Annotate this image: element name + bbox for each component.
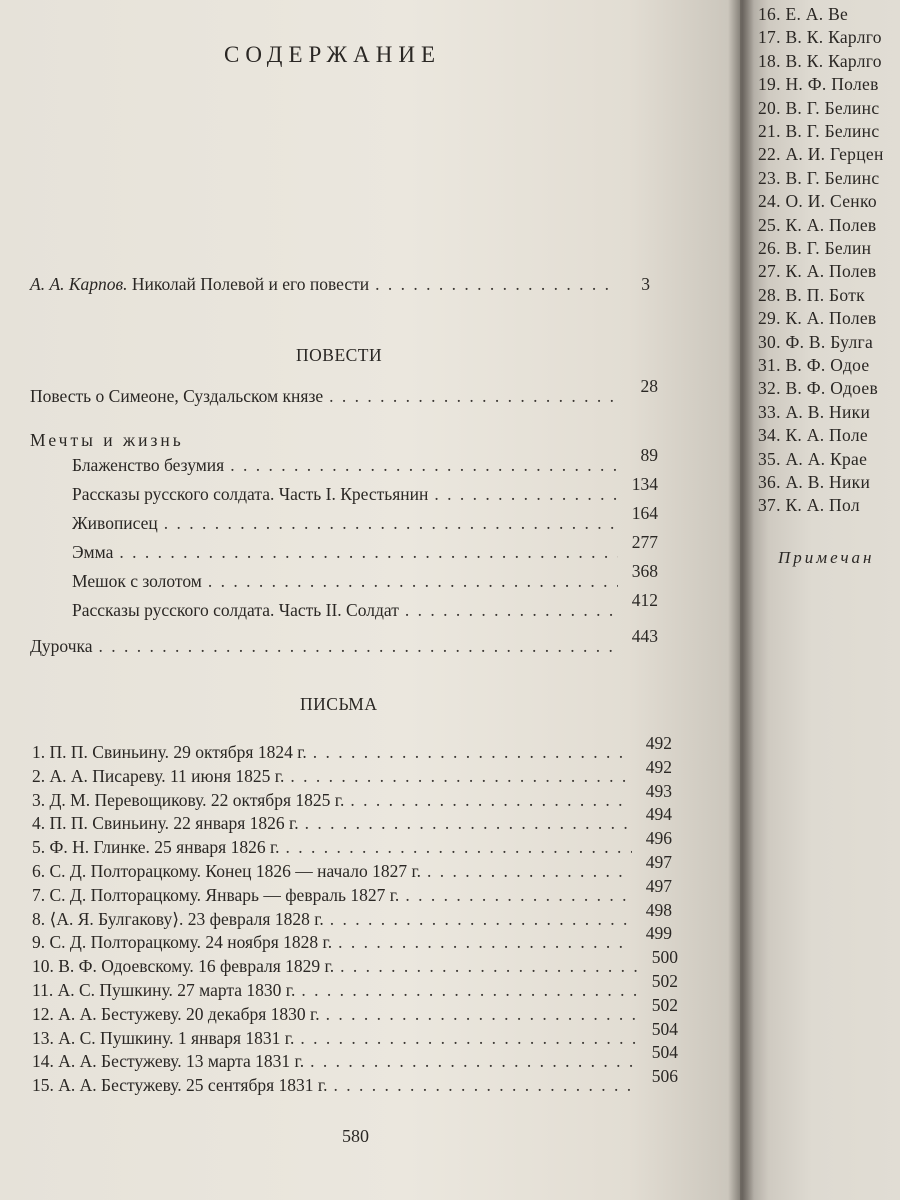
letter-entry [32, 971, 678, 1002]
page-number: 580 [342, 1126, 369, 1146]
letter-title: 14. А. А. Бестужеву. 13 марта 1831 г. [32, 1051, 305, 1072]
letter-title: 4. П. П. Свиньину. 22 января 1826 г. [32, 813, 299, 834]
right-letter-entry: 23. В. Г. Белинс [758, 167, 880, 188]
right-notes-heading: Примечан [778, 548, 875, 567]
right-letter-entry: 30. Ф. В. Булга [758, 331, 874, 352]
entry-title: Живописец [72, 513, 158, 533]
letter-entry [32, 899, 672, 931]
letter-entry [32, 733, 672, 764]
right-letter-entry: 28. В. П. Ботк [758, 284, 865, 305]
letter-title: 5. Ф. Н. Глинке. 25 января 1826 г. [32, 837, 280, 858]
letter-title: 11. А. С. Пушкину. 27 марта 1830 г. [32, 980, 296, 1000]
entry-title: Повесть о Симеоне, Суздальском князе [30, 386, 324, 406]
right-letter-entry: 21. В. Г. Белинс [758, 121, 880, 141]
letter-title: 1. П. П. Свиньину. 29 октября 1824 г. [32, 742, 307, 762]
letter-entry [32, 804, 672, 835]
right-letter-entry: 22. А. И. Герцен [758, 144, 884, 165]
letter-entry [32, 852, 672, 883]
page-ref: 3 [641, 274, 650, 294]
dot-leader [230, 451, 618, 479]
page-ref: 500 [651, 947, 678, 968]
dot-leader [405, 596, 618, 624]
right-letter-entry: 17. В. К. Карлго [758, 27, 882, 48]
page-ref: 412 [631, 590, 658, 610]
letter-title: 3. Д. М. Перевощикову. 22 октября 1825 г. [32, 789, 345, 810]
letter-title: 7. С. Д. Полторацкому. Январь — февраль 1827 г. [32, 884, 400, 905]
dot-leader [286, 835, 632, 859]
toc-entry-simeon [30, 376, 658, 410]
dot-leader [350, 788, 632, 812]
page-ref: 506 [651, 1066, 678, 1087]
toc-entry [72, 561, 658, 595]
letter-title: 8. ⟨А. Я. Булгакову⟩. 23 февраля 1828 г. [32, 908, 324, 929]
page-ref: 499 [645, 923, 672, 944]
page-ref: 504 [651, 1042, 678, 1063]
dot-leader [338, 930, 632, 954]
page-ref: 502 [651, 971, 678, 991]
section-heading-letters: ПИСЬМА [300, 694, 378, 714]
right-letter-entry: 19. Н. Ф. Полев [758, 74, 879, 95]
toc-entry [72, 503, 658, 537]
entry-title: Блаженство безумия [72, 455, 225, 475]
dot-leader [329, 382, 618, 410]
page-ref: 89 [640, 445, 658, 465]
right-letter-entry: 29. К. А. Полев [758, 308, 877, 329]
intro-title: Николай Полевой и его повести [131, 274, 370, 294]
entry-title: Дурочка [30, 636, 93, 656]
group-title: Мечты и жизнь [30, 430, 184, 450]
toc-entry [72, 590, 658, 624]
right-letter-entry: 37. К. А. Пол [758, 495, 860, 516]
toc-entry [72, 445, 658, 479]
page-ref: 443 [631, 626, 658, 646]
right-letter-entry: 35. А. А. Крае [758, 448, 868, 469]
toc-entry [72, 474, 658, 508]
page-ref: 502 [651, 994, 678, 1015]
page-ref: 497 [645, 852, 672, 872]
letter-title: 13. А. С. Пушкину. 1 января 1831 г. [32, 1027, 295, 1048]
letter-title: 2. А. А. Писареву. 11 июня 1825 г. [32, 765, 285, 786]
page-ref: 164 [631, 503, 658, 523]
letter-entry [32, 994, 678, 1026]
right-letter-entry: 32. В. Ф. Одоев [758, 378, 879, 399]
dot-leader [340, 954, 638, 978]
dot-leader [313, 740, 632, 764]
toc-entry [72, 532, 658, 566]
toc-entry-durochka [30, 626, 658, 660]
dot-leader [330, 907, 632, 931]
letter-entry [32, 1042, 678, 1073]
letter-entry [32, 780, 672, 812]
intro-author: А. А. Карпов. [30, 274, 128, 294]
right-letter-entry: 16. Е. А. Ве [758, 4, 849, 24]
right-letter-entry: 36. А. В. Ники [758, 472, 871, 492]
page-ref: 496 [645, 828, 672, 849]
letter-title: 9. С. Д. Полторацкому. 24 ноября 1828 г. [32, 932, 333, 953]
dot-leader [119, 538, 618, 566]
letter-entry [32, 923, 672, 954]
letter-entry [32, 828, 672, 859]
section-heading-povesti: ПОВЕСТИ [296, 345, 383, 365]
right-letter-entry: 33. А. В. Ники [758, 401, 871, 422]
right-letter-entry: 31. В. Ф. Одое [758, 355, 870, 375]
letter-title: 10. В. Ф. Одоевскому. 16 февраля 1829 г. [32, 956, 335, 977]
page-ref: 134 [631, 474, 658, 494]
dot-leader [164, 509, 618, 537]
dot-leader [326, 1002, 638, 1026]
page-ref: 494 [645, 804, 672, 825]
right-letter-entry: 18. В. К. Карлго [758, 50, 882, 71]
letter-title: 6. С. Д. Полторацкому. Конец 1826 — начало 1827 г. [32, 861, 422, 881]
dot-leader [375, 270, 610, 298]
page-ref: 368 [631, 561, 658, 581]
letter-entry [32, 947, 678, 978]
right-letter-entry: 34. К. А. Поле [758, 425, 868, 446]
entry-title: Мешок с золотом [72, 571, 202, 591]
dot-leader [290, 764, 632, 788]
right-letter-entry: 24. О. И. Сенко [758, 191, 877, 212]
page-title: СОДЕРЖАНИЕ [224, 42, 442, 67]
page-ref: 498 [645, 899, 672, 920]
page-ref: 492 [645, 733, 672, 753]
letter-title: 15. А. А. Бестужеву. 25 сентября 1831 г. [32, 1075, 328, 1096]
page-ref: 277 [631, 532, 658, 552]
dot-leader [300, 1026, 638, 1050]
page-ref: 493 [645, 780, 672, 801]
entry-title: Рассказы русского солдата. Часть II. Солдат [72, 600, 399, 620]
letter-entry [32, 1018, 678, 1050]
dot-leader [334, 1073, 638, 1097]
dot-leader [208, 567, 618, 595]
right-letter-entry: 26. В. Г. Белин [758, 238, 872, 258]
dot-leader [405, 883, 632, 907]
page-ref: 28 [640, 376, 658, 396]
right-letter-entry: 20. В. Г. Белинс [758, 97, 880, 118]
entry-title: Эмма [72, 542, 114, 562]
dot-leader [427, 859, 632, 883]
book-gutter [728, 0, 754, 1200]
letter-entry [32, 756, 672, 788]
right-letter-entry: 27. К. А. Полев [758, 261, 877, 282]
entry-title: Рассказы русского солдата. Часть I. Крестьянин [72, 484, 429, 504]
dot-leader [301, 978, 638, 1002]
dot-leader [434, 480, 618, 508]
page-ref: 492 [645, 756, 672, 777]
letter-entry [32, 875, 672, 907]
toc-entry-intro [30, 270, 650, 298]
right-letter-entry: 25. К. А. Полев [758, 214, 877, 235]
page-ref: 497 [645, 875, 672, 896]
dot-leader [310, 1049, 638, 1073]
letter-title: 12. А. А. Бестужеву. 20 декабря 1830 г. [32, 1003, 320, 1024]
dot-leader [305, 811, 632, 835]
letter-entry [32, 1066, 678, 1097]
page-ref: 504 [651, 1018, 678, 1039]
dot-leader [99, 632, 618, 660]
